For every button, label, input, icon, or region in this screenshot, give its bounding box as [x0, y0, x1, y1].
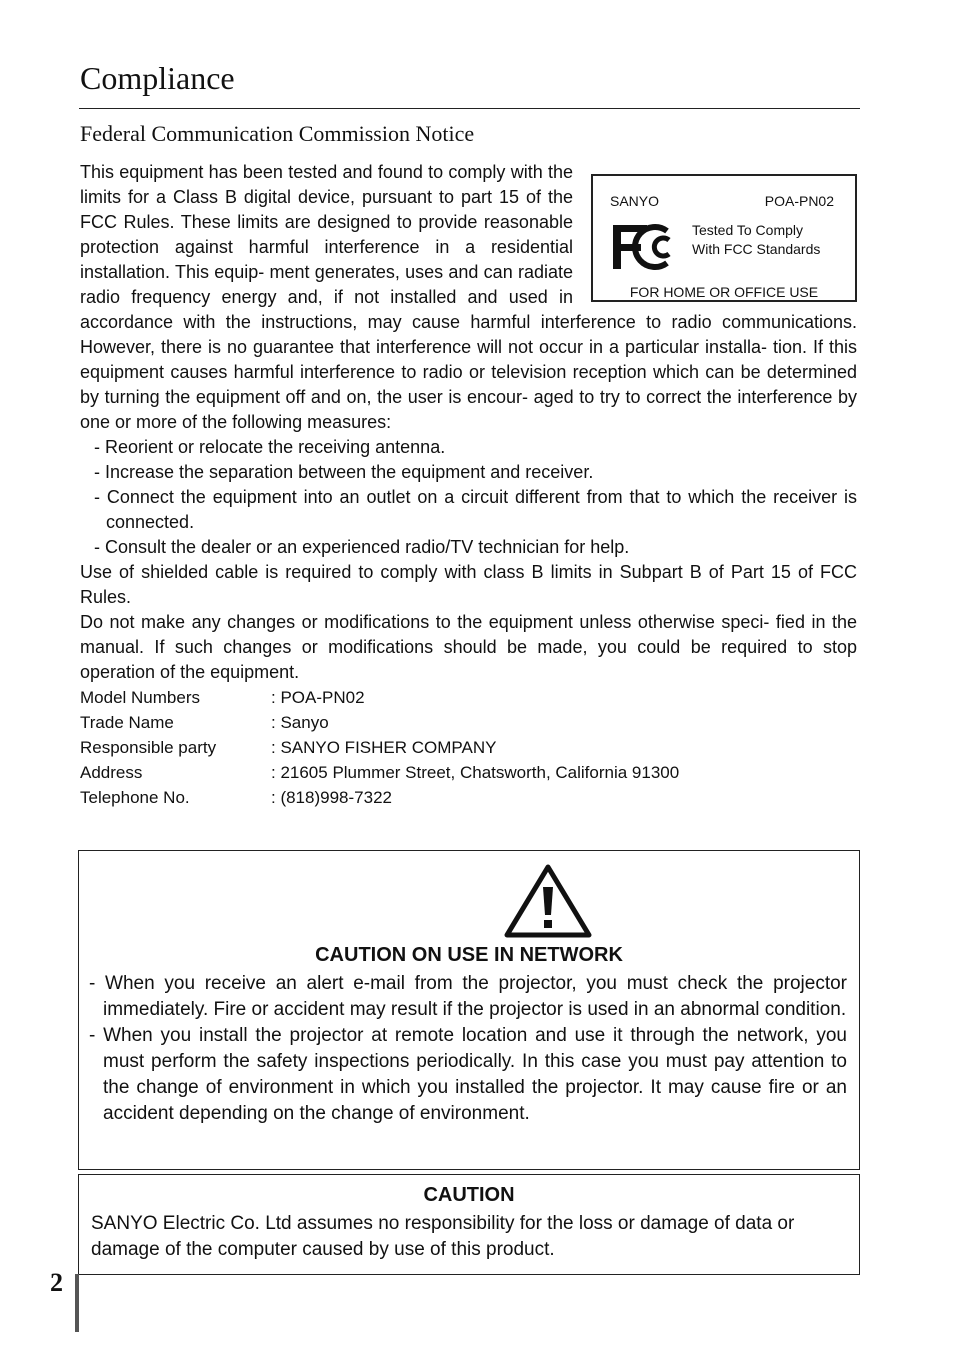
intro-paragraph: This equipment has been tested and found to comply with the limits for a Class B digital device, pursuant to part 15 of the FCC Rules. These limits are designed to provide reasonable protection against harmful interference in a residential installation. This equip- ment generates, uses and can radiate radio frequency energy and, if not installed and used in accordance with the instructions, may cause harmful interference to radio communications. However, there is no guarantee that interference will not occur in a particular installa- tion. If this equipment causes harmful interference to radio or television reception which can be determined by turning the equipment off and on, the user is encour- aged to try to correct the interference by one or more of the following measures:: [80, 162, 857, 432]
info-value: : SANYO FISHER COMPANY: [271, 738, 497, 757]
info-label: Address: [80, 763, 143, 782]
warning-triangle-icon: [503, 863, 593, 939]
fcc-tested-text: Tested To Comply With FCC Standards: [692, 222, 821, 257]
info-row: [80, 710, 857, 735]
page-title: Compliance: [80, 60, 235, 96]
shielded-cable-paragraph: Use of shielded cable is required to comply with class B limits in Subpart B of Part 15 of FCC Rules.: [80, 562, 857, 607]
modifications-paragraph: Do not make any changes or modifications to the equipment unless otherwise speci- fied in the manual. If such changes or modifications should be made, you could be required to stop operation of the equipment.: [80, 612, 857, 682]
fcc-label-model: POA-PN02: [764, 193, 834, 209]
info-table: [80, 685, 857, 810]
info-row: [80, 785, 857, 810]
info-value: : Sanyo: [271, 713, 329, 732]
info-row: [80, 735, 857, 760]
info-row: [80, 760, 857, 785]
list-item: - When you install the projector at remote location and use it through the network, you must perform the safety inspections periodically. In this case you must pay attention to the change of environment in which you installed the projector. It may cause fire or an accident depending on the change of environment.: [89, 1025, 847, 1124]
caution-text: SANYO Electric Co. Ltd assumes no responsibility for the loss or damage of data or damage of the computer caused by use of this product.: [91, 1213, 795, 1260]
fcc-logo-icon: [609, 222, 679, 272]
info-value: : 21605 Plummer Street, Chatsworth, California 91300: [271, 763, 680, 782]
info-value: : POA-PN02: [271, 688, 365, 707]
caution-title: CAUTION: [423, 1184, 515, 1206]
measures-list: [80, 435, 857, 560]
info-label: Trade Name: [80, 713, 174, 732]
network-caution-list: [89, 971, 847, 1127]
info-label: Telephone No.: [80, 788, 190, 807]
info-value: : (818)998-7322: [271, 788, 392, 807]
info-label: Responsible party: [80, 738, 217, 757]
list-item: - Connect the equipment into an outlet on a circuit different from that to which the receiver is connected.: [94, 487, 857, 532]
list-item: - Reorient or relocate the receiving antenna.: [94, 437, 446, 457]
info-label: Model Numbers: [80, 688, 200, 707]
page-number: 2: [50, 1268, 63, 1297]
page-edge-bar: [75, 1274, 79, 1332]
list-item: - When you receive an alert e-mail from the projector, you must check the projector immediately. Fire or accident may result if the projector is used in an abnormal condition.: [89, 973, 847, 1020]
section-title: Federal Communication Commission Notice: [80, 121, 475, 146]
network-caution-box: [78, 850, 860, 1170]
fcc-label-brand: SANYO: [610, 193, 660, 209]
fcc-label-box: [591, 174, 857, 302]
network-caution-title: CAUTION ON USE IN NETWORK: [315, 944, 623, 966]
list-item: - Increase the separation between the equipment and receiver.: [94, 462, 594, 482]
fcc-notice-body: [80, 160, 857, 810]
fcc-use-text: FOR HOME OR OFFICE USE: [629, 284, 819, 300]
list-item: - Consult the dealer or an experienced radio/TV technician for help.: [94, 537, 630, 557]
title-rule: [79, 108, 860, 109]
caution-box: [78, 1174, 860, 1275]
info-row: [80, 685, 857, 710]
